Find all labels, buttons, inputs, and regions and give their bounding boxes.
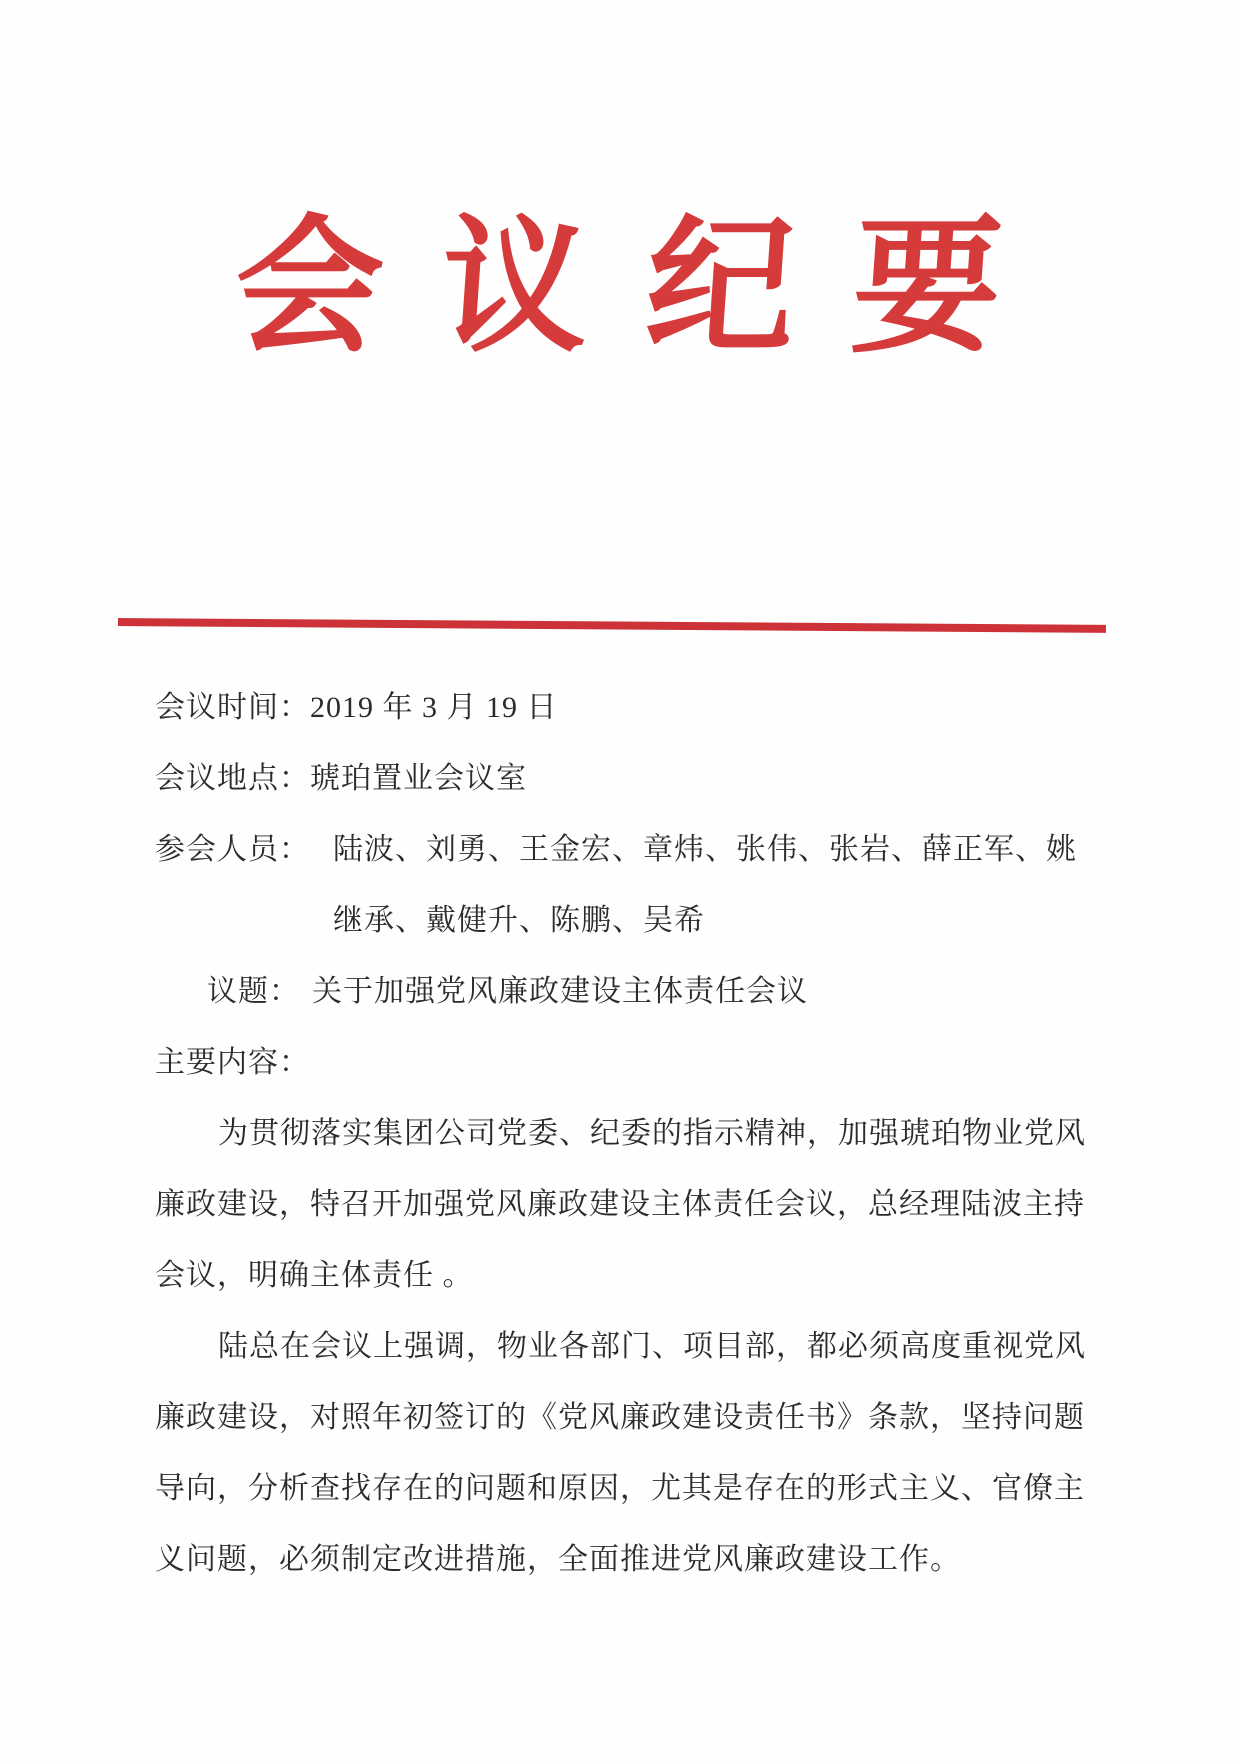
meeting-location-value: 琥珀置业会议室	[310, 762, 527, 795]
meeting-time-label: 会议时间：	[155, 691, 310, 724]
topic-line	[155, 956, 1090, 1027]
meeting-time-line	[155, 672, 1090, 743]
meeting-location-line	[155, 743, 1090, 814]
participants-names-line-1: 陆波、刘勇、王金宏、章炜、张伟、张岩、薛正军、姚	[333, 833, 1077, 866]
content-heading-line	[155, 1027, 1090, 1098]
paragraph-2-line-3: 导向，分析查找存在的问题和原因，尤其是存在的形式主义、官僚主	[155, 1472, 1085, 1505]
participants-label: 参会人员：	[155, 833, 310, 866]
participants-names-line-2: 继承、戴健升、陈鹏、吴希	[333, 904, 705, 937]
meeting-time-value: 2019 年 3 月 19 日	[310, 691, 558, 724]
paragraph-1	[155, 1098, 1090, 1311]
paragraph-1-line-2: 廉政建设，特召开加强党风廉政建设主体责任会议，总经理陆波主持	[155, 1188, 1085, 1221]
document-title: 会议纪要	[228, 199, 1066, 373]
document-content	[155, 672, 1090, 1595]
meeting-location-label: 会议地点：	[155, 762, 310, 795]
topic-label: 议题：	[207, 975, 300, 1008]
paragraph-1-line-3: 会议，明确主体责任 。	[155, 1259, 474, 1292]
content-heading: 主要内容：	[155, 1046, 310, 1079]
participants-block	[155, 814, 1090, 956]
paragraph-1-line-1: 为贯彻落实集团公司党委、纪委的指示精神，加强琥珀物业党风	[218, 1117, 1086, 1150]
paragraph-2-line-2: 廉政建设，对照年初签订的《党风廉政建设责任书》条款，坚持问题	[155, 1401, 1085, 1434]
title-divider-rule	[118, 618, 1106, 633]
topic-value: 关于加强党风廉政建设主体责任会议	[312, 975, 808, 1008]
paragraph-2	[155, 1311, 1090, 1595]
paragraph-2-line-1: 陆总在会议上强调，物业各部门、项目部，都必须高度重视党风	[218, 1330, 1086, 1363]
paragraph-2-line-4: 义问题，必须制定改进措施，全面推进党风廉政建设工作。	[155, 1543, 961, 1576]
